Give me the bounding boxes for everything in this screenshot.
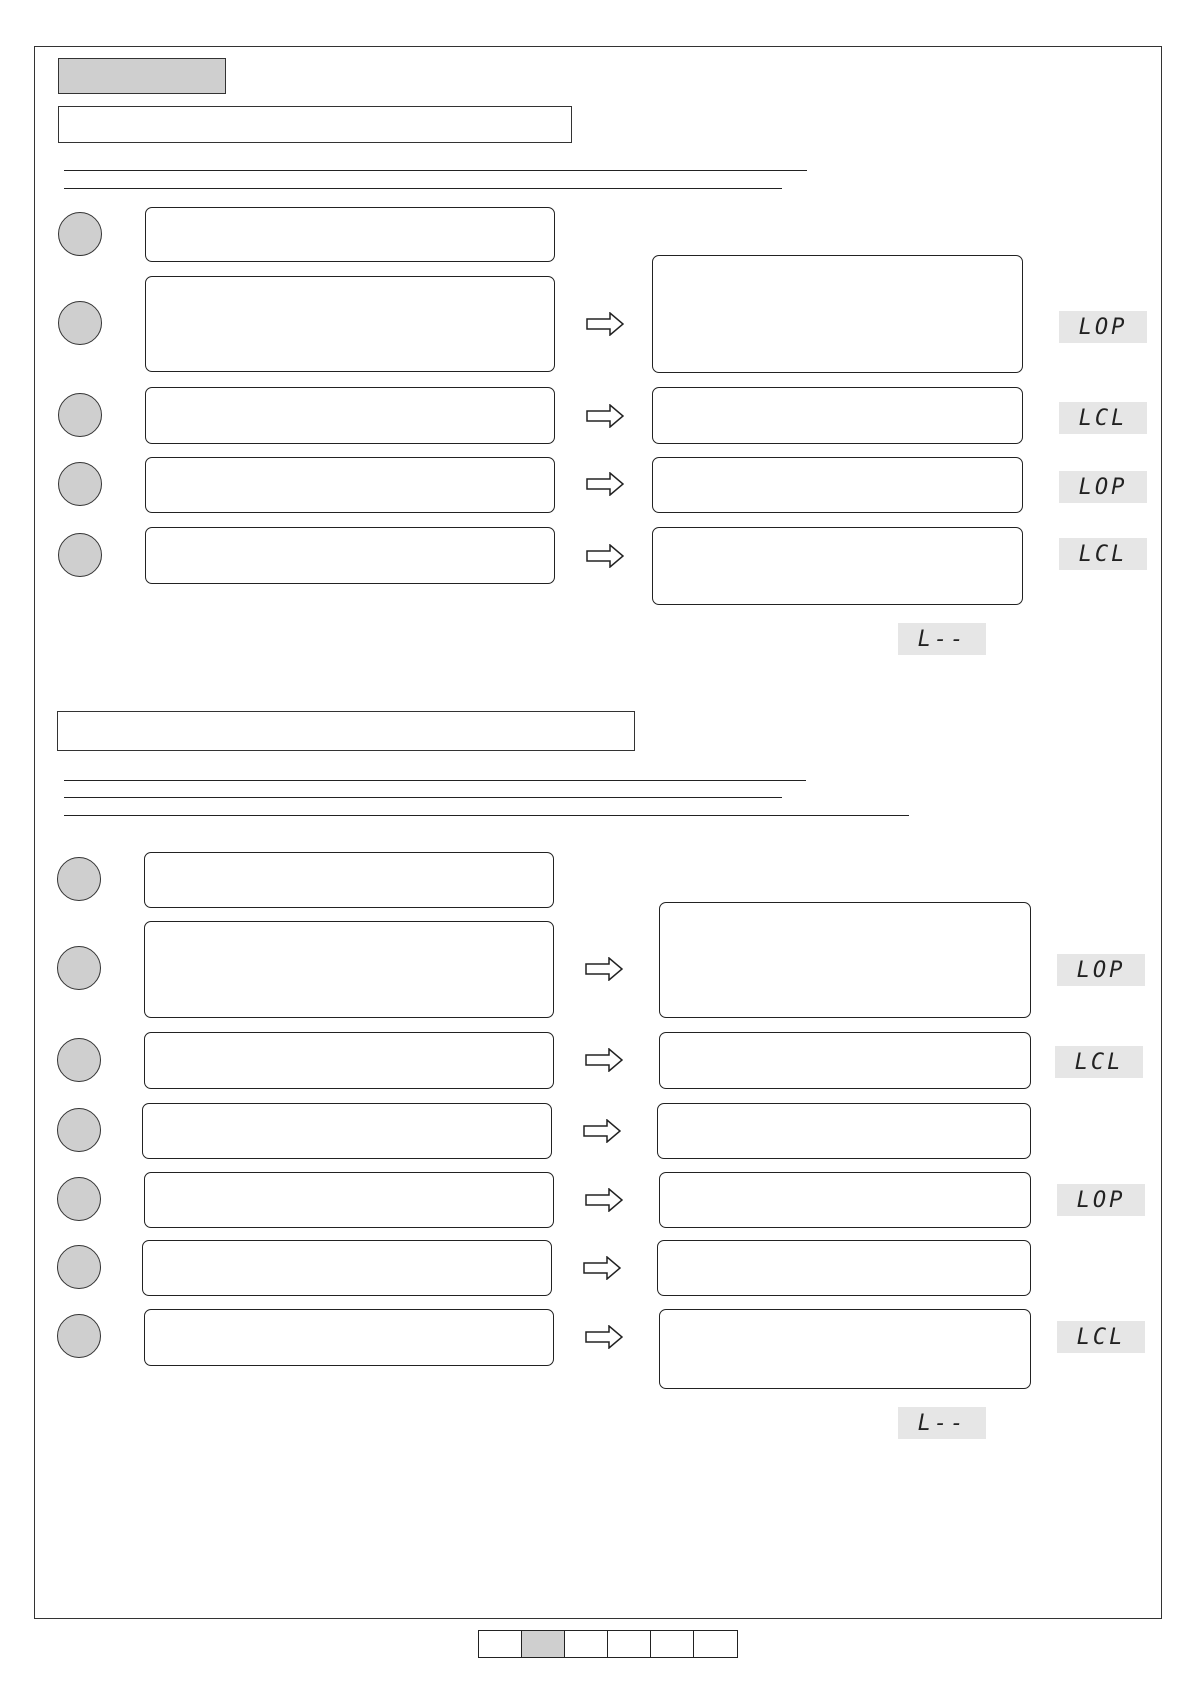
section1-step-4-instruction: [145, 457, 555, 513]
section1-step-3-result: [652, 387, 1023, 444]
section2-step-6-instruction: [142, 1240, 552, 1296]
section2-step-5-result: [659, 1172, 1031, 1228]
section1-step-2-result: [652, 255, 1023, 373]
section2-step-5-lcd-display: LOP: [1057, 1184, 1145, 1216]
section2-step-4-circle: [57, 1108, 101, 1152]
section2-step-7-circle: [57, 1314, 101, 1358]
section1-end-lcd-display: L--: [898, 623, 986, 655]
section1-step-2-arrow-icon: [586, 312, 624, 336]
section2-step-7-instruction: [144, 1309, 554, 1366]
page-cell-6[interactable]: [694, 1631, 737, 1657]
section1-step-2-circle: [58, 301, 102, 345]
section2-step-7-lcd-display: LCL: [1057, 1321, 1145, 1353]
section-header-tab: [58, 58, 226, 94]
section1-step-2-instruction: [145, 276, 555, 372]
section2-step-6-circle: [57, 1245, 101, 1289]
section2-step-3-circle: [57, 1038, 101, 1082]
section2-step-3-arrow-icon: [585, 1048, 623, 1072]
section1-step-3-instruction: [145, 387, 555, 444]
page-cell-4[interactable]: [608, 1631, 651, 1657]
section2-step-2-instruction: [144, 921, 554, 1018]
section1-step-4-lcd-display: LOP: [1059, 471, 1147, 503]
section2-step-1-instruction: [144, 852, 554, 908]
section1-step-3-lcd-display: LCL: [1059, 402, 1147, 434]
section1-step-5-result: [652, 527, 1023, 605]
section2-step-2-result: [659, 902, 1031, 1018]
section2-step-3-result: [659, 1032, 1031, 1089]
section2-step-5-instruction: [144, 1172, 554, 1228]
section1-step-1-circle: [58, 212, 102, 256]
section2-step-2-arrow-icon: [585, 957, 623, 981]
section1-step-3-circle: [58, 393, 102, 437]
section2-step-1-circle: [57, 857, 101, 901]
section2-step-5-arrow-icon: [585, 1188, 623, 1212]
section2-step-4-arrow-icon: [583, 1119, 621, 1143]
page-cell-3[interactable]: [565, 1631, 608, 1657]
page-cell-5[interactable]: [651, 1631, 694, 1657]
section1-step-5-arrow-icon: [586, 544, 624, 568]
section1-step-3-arrow-icon: [586, 404, 624, 428]
section2-step-4-result: [657, 1103, 1031, 1159]
section1-step-1-instruction: [145, 207, 555, 262]
section1-step-4-result: [652, 457, 1023, 513]
section2-step-2-circle: [57, 946, 101, 990]
section1-rule-2: [64, 188, 782, 189]
section2-rule-1: [64, 780, 806, 781]
section2-step-4-instruction: [142, 1103, 552, 1159]
section1-step-2-lcd-display: LOP: [1059, 311, 1147, 343]
section1-rule-1: [64, 170, 807, 171]
section1-step-5-circle: [58, 533, 102, 577]
section1-step-5-instruction: [145, 527, 555, 584]
section2-step-7-result: [659, 1309, 1031, 1389]
page-cell-1[interactable]: [479, 1631, 522, 1657]
section2-rule-2: [64, 797, 782, 798]
section1-step-5-lcd-display: LCL: [1059, 538, 1147, 570]
section2-rule-3: [64, 815, 909, 816]
section2-step-3-lcd-display: LCL: [1055, 1046, 1143, 1078]
section2-title-box: [57, 711, 635, 751]
page-cell-2-current[interactable]: [522, 1631, 565, 1657]
section2-step-3-instruction: [144, 1032, 554, 1089]
section1-step-4-arrow-icon: [586, 472, 624, 496]
section2-step-5-circle: [57, 1177, 101, 1221]
section2-step-6-arrow-icon: [583, 1256, 621, 1280]
page-navigation-strip: [478, 1630, 738, 1658]
section2-step-2-lcd-display: LOP: [1057, 954, 1145, 986]
section2-step-6-result: [657, 1240, 1031, 1296]
section2-end-lcd-display: L--: [898, 1407, 986, 1439]
section2-step-7-arrow-icon: [585, 1325, 623, 1349]
section1-title-box: [58, 106, 572, 143]
section1-step-4-circle: [58, 462, 102, 506]
